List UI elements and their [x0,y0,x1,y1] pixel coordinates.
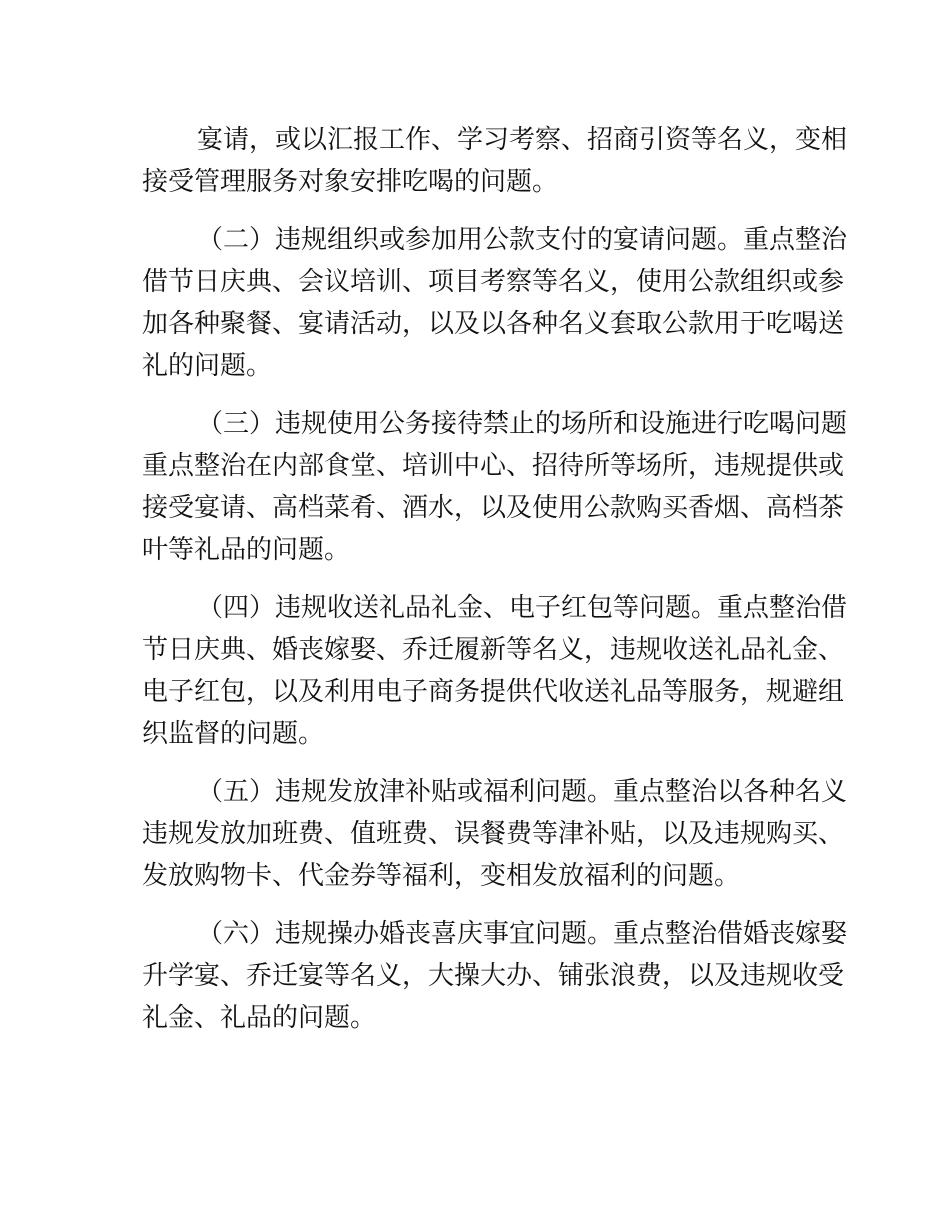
text-line: 接受管理服务对象安排吃喝的问题。 [142,167,559,197]
text-line: 宴请，或以汇报工作、学习考察、招商引资等名义，变相 [197,125,848,155]
paragraph [142,219,848,387]
paragraph [142,913,848,1039]
text-line: 违规发放加班费、值班费、误餐费等津补贴，以及违规购买、 [142,819,845,849]
paragraph [142,771,848,897]
text-line: 升学宴、乔迁宴等名义，大操大办、铺张浪费，以及违规收受 [142,961,845,991]
document-body [142,119,848,1055]
text-line: （三）违规使用公务接待禁止的场所和设施进行吃喝问题 [197,409,848,439]
text-line: （五）违规发放津补贴或福利问题。重点整治以各种名义 [197,777,848,807]
text-line: 叶等礼品的问题。 [142,535,351,565]
text-line: 发放购物卡、代金券等福利，变相发放福利的问题。 [142,861,741,891]
text-line: （四）违规收送礼品礼金、电子红包等问题。重点整治借 [197,593,848,623]
text-line: 礼金、礼品的问题。 [142,1003,377,1033]
text-line: 加各种聚餐、宴请活动，以及以各种名义套取公款用于吃喝送 [142,309,845,339]
text-line: 重点整治在内部食堂、培训中心、招待所等场所，违规提供或 [142,451,845,481]
text-line: 礼的问题。 [142,351,273,381]
text-line: 接受宴请、高档菜肴、酒水，以及使用公款购买香烟、高档茶 [142,493,845,523]
paragraph [142,119,848,203]
text-line: 电子红包，以及利用电子商务提供代收送礼品等服务，规避组 [142,677,845,707]
text-line: （二）违规组织或参加用公款支付的宴请问题。重点整治 [197,225,848,255]
text-line: 借节日庆典、会议培训、项目考察等名义，使用公款组织或参 [142,267,845,297]
paragraph [142,403,848,571]
paragraph [142,587,848,755]
text-line: 节日庆典、婚丧嫁娶、乔迁履新等名义，违规收送礼品礼金、 [142,635,845,665]
text-line: （六）违规操办婚丧喜庆事宜问题。重点整治借婚丧嫁娶 [197,919,848,949]
text-line: 织监督的问题。 [142,719,325,749]
